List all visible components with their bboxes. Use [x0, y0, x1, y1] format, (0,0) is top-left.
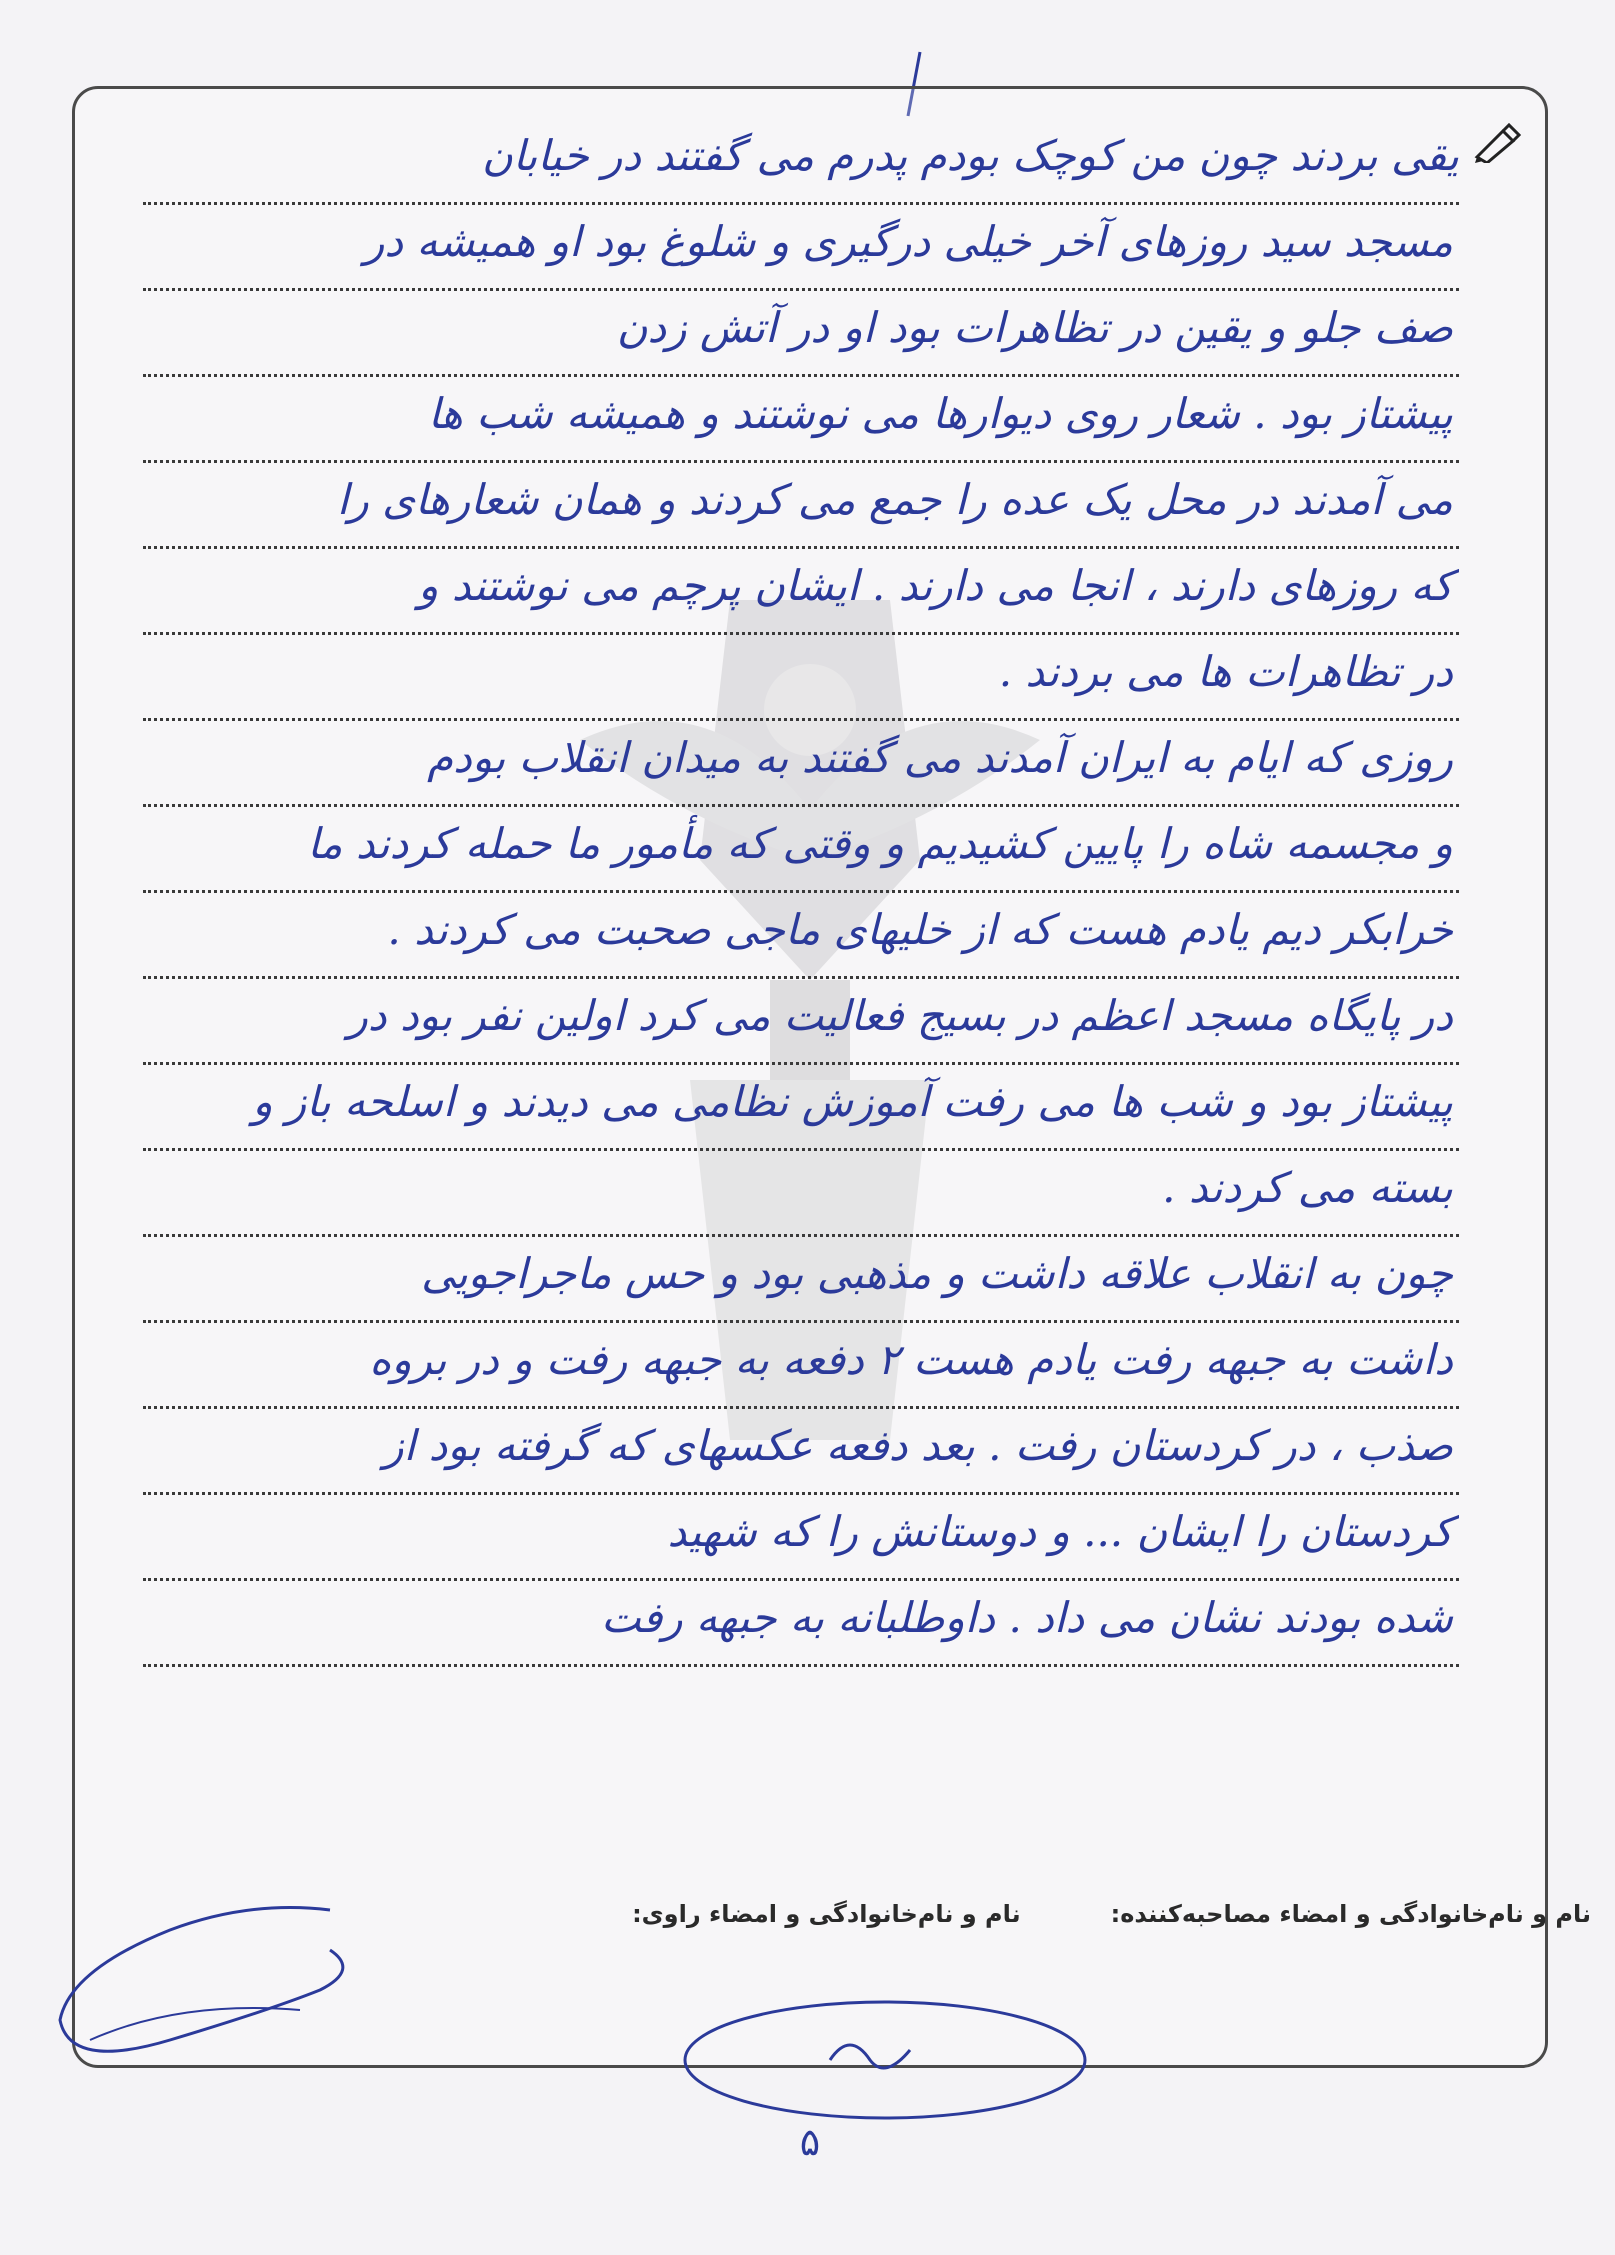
handwritten-lines	[143, 119, 1459, 1667]
handwritten-line: و مجسمه شاه را پایین کشیدیم و وقتی که مأمور ما حمله کردند ما	[143, 807, 1459, 893]
pen-icon	[1473, 123, 1521, 163]
interviewer-signature-label: نام و نام‌خانوادگی و امضاء مصاحبه‌کننده:	[1110, 1900, 1591, 1928]
handwritten-line: بسته می کردند .	[143, 1151, 1459, 1237]
handwritten-line: شده بودند نشان می داد . داوطلبانه به جبهه رفت	[143, 1581, 1459, 1667]
narrator-signature-label: نام و نام‌خانوادگی و امضاء راوی:	[632, 1900, 1021, 1928]
handwritten-line: در تظاهرات ها می بردند .	[143, 635, 1459, 721]
handwritten-line: می آمدند در محل یک عده را جمع می کردند و همان شعارهای را	[143, 463, 1459, 549]
handwritten-line: در پایگاه مسجد اعظم در بسیج فعالیت می کرد اولین نفر بود در	[143, 979, 1459, 1065]
page-number: ۵	[799, 2120, 821, 2164]
handwritten-line: یقی بردند چون من کوچک بودم پدرم می گفتند در خیابان	[143, 119, 1459, 205]
handwritten-line: صف جلو و یقین در تظاهرات بود او در آتش زدن	[143, 291, 1459, 377]
handwritten-line: کردستان را ایشان ... و دوستانش را که شهید	[143, 1495, 1459, 1581]
handwritten-line: خرابکر دیم یادم هست که از خلیهای ماجی صحبت می کردند .	[143, 893, 1459, 979]
handwritten-line: پیشتاز بود . شعار روی دیوارها می نوشتند و همیشه شب ها	[143, 377, 1459, 463]
handwritten-line: چون به انقلاب علاقه داشت و مذهبی بود و حس ماجراجویی	[143, 1237, 1459, 1323]
handwritten-line: صذب ، در کردستان رفت . بعد دفعه عکسهای که گرفته بود از	[143, 1409, 1459, 1495]
signature-footer	[40, 1900, 1591, 1928]
handwritten-line: که روزهای دارند ، انجا می دارند . ایشان پرچم می نوشتند و	[143, 549, 1459, 635]
handwritten-line: مسجد سید روزهای آخر خیلی درگیری و شلوغ بود او همیشه در	[143, 205, 1459, 291]
handwritten-line: داشت به جبهه رفت یادم هست ۲ دفعه به جبهه رفت و در بروه	[143, 1323, 1459, 1409]
page-frame	[72, 86, 1548, 2068]
handwritten-line: روزی که ایام به ایران آمدند می گفتند به میدان انقلاب بودم	[143, 721, 1459, 807]
handwritten-line: پیشتاز بود و شب ها می رفت آموزش نظامی می دیدند و اسلحه باز و	[143, 1065, 1459, 1151]
